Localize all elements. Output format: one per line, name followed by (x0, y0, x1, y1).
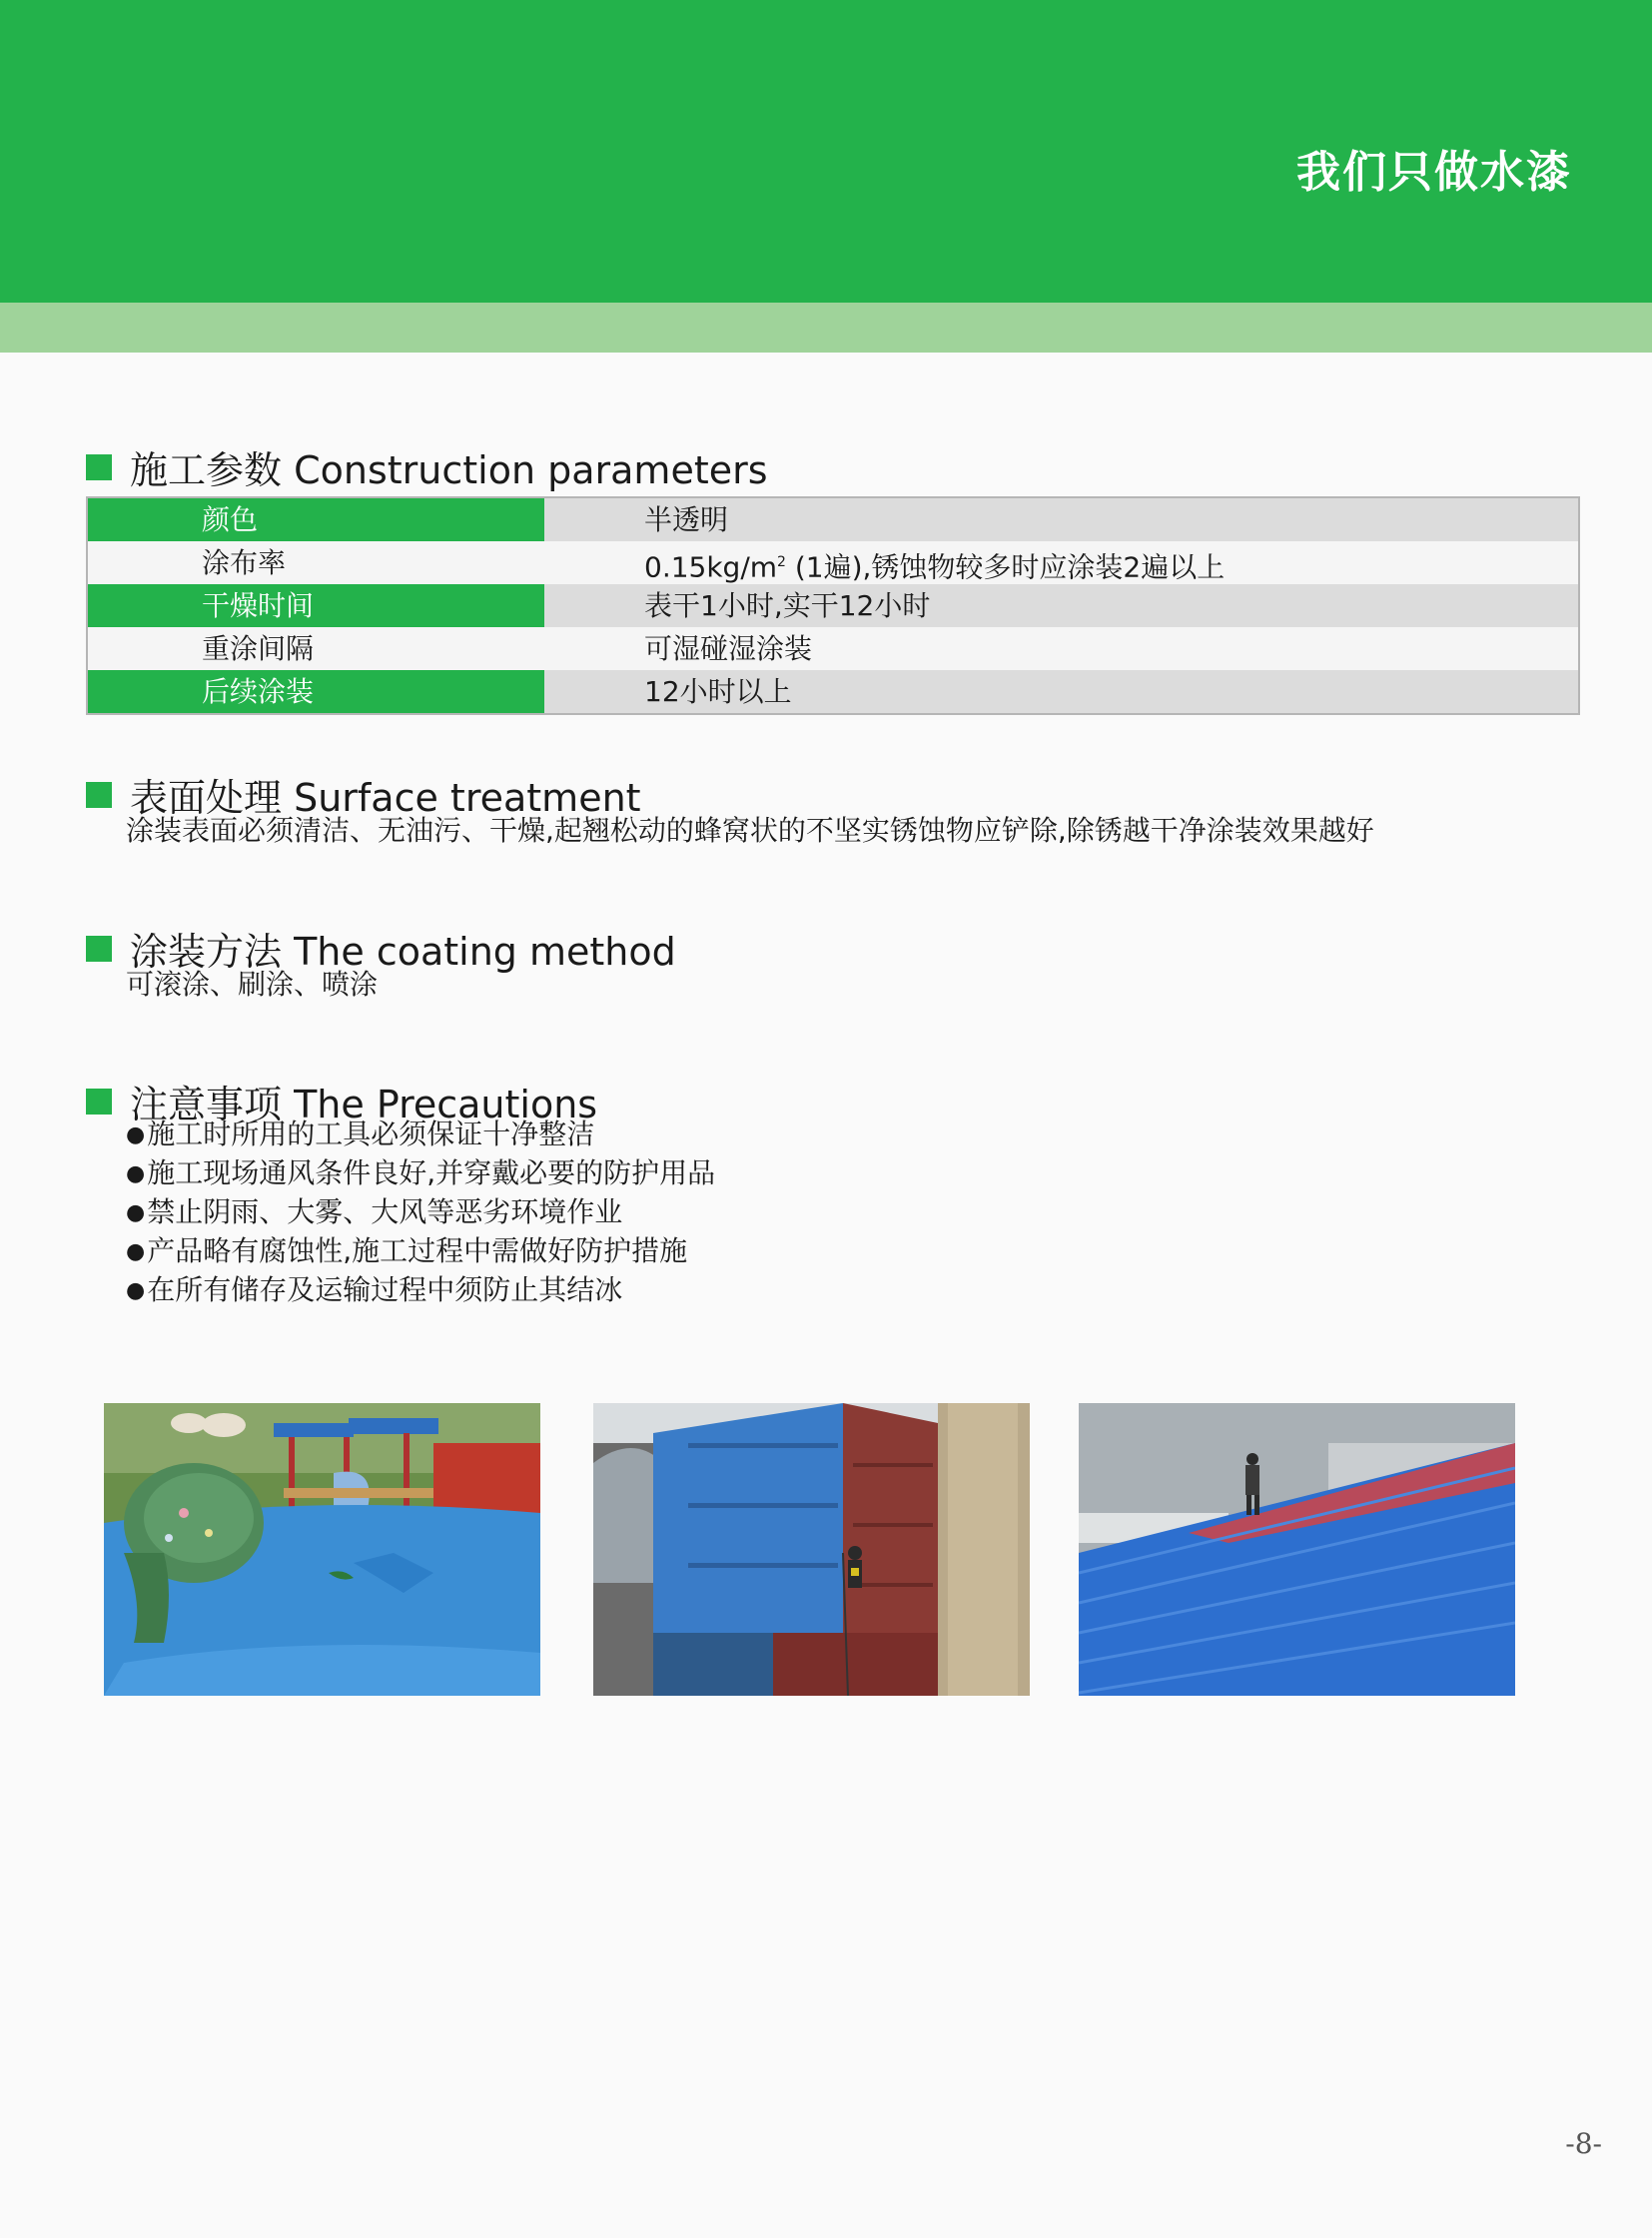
param-value: 表干1小时,实干12小时 (544, 584, 1578, 627)
roof-illustration (1079, 1403, 1515, 1696)
precautions-list (126, 1116, 715, 1310)
square-bullet-icon (86, 936, 112, 962)
playground-coating-photo (104, 1403, 540, 1696)
param-value: 半透明 (544, 498, 1578, 541)
param-label: 后续涂装 (88, 670, 544, 713)
list-item (126, 1154, 715, 1193)
square-bullet-icon (86, 1089, 112, 1115)
surface-treatment-text: 涂装表面必须清洁、无油污、干燥,起翘松动的蜂窝状的不坚实锈蚀物应铲除,除锈越干净涂装效果越好 (126, 814, 1374, 847)
list-item (126, 1116, 715, 1154)
list-item-text: 产品略有腐蚀性,施工过程中需做好防护措施 (147, 1234, 688, 1267)
table-row (88, 670, 1578, 713)
list-item-text: 施工现场通风条件良好,并穿戴必要的防护用品 (147, 1156, 716, 1189)
section-title: 涂装方法 The coating method (130, 930, 676, 974)
list-item-text: 在所有储存及运输过程中须防止其结冰 (147, 1273, 623, 1306)
param-value (544, 541, 1578, 584)
bullet-dot-icon: ● (126, 1200, 146, 1225)
bullet-dot-icon: ● (126, 1161, 146, 1186)
list-item-text: 禁止阴雨、大雾、大风等恶劣环境作业 (147, 1195, 623, 1228)
coating-method-text: 可滚涂、刷涂、喷涂 (126, 968, 379, 1001)
section-title: 表面处理 Surface treatment (130, 776, 641, 820)
bullet-dot-icon: ● (126, 1278, 146, 1303)
param-label: 重涂间隔 (88, 627, 544, 670)
list-item (126, 1271, 715, 1310)
square-bullet-icon (86, 454, 112, 480)
playground-illustration (104, 1403, 540, 1696)
roof-coating-photo (1079, 1403, 1515, 1696)
param-label: 颜色 (88, 498, 544, 541)
square-bullet-icon (86, 782, 112, 808)
table-row (88, 627, 1578, 670)
section-heading-construction-parameters (86, 439, 768, 494)
param-value-text: (1遍),锈蚀物较多时应涂装2遍以上 (785, 550, 1226, 584)
brand-slogan: 我们只做水漆 (1296, 147, 1572, 198)
header-sub-band (0, 303, 1652, 353)
list-item (126, 1193, 715, 1232)
table-row (88, 584, 1578, 627)
page-number: -8- (1565, 2127, 1602, 2160)
param-label: 涂布率 (88, 541, 544, 584)
param-value: 12小时以上 (544, 670, 1578, 713)
param-label: 干燥时间 (88, 584, 544, 627)
table-row (88, 541, 1578, 584)
table-row (88, 498, 1578, 541)
section-title: 注意事项 The Precautions (130, 1083, 598, 1126)
industrial-illustration (593, 1403, 1030, 1696)
superscript: 2 (777, 554, 786, 570)
list-item-text: 施工时所用的工具必须保证十净整洁 (147, 1118, 595, 1150)
list-item (126, 1232, 715, 1271)
param-value-text: 0.15kg/m (644, 550, 778, 584)
bullet-dot-icon: ● (126, 1239, 146, 1264)
industrial-structure-coating-photo (593, 1403, 1030, 1696)
construction-parameters-table (86, 496, 1580, 715)
section-title: 施工参数 Construction parameters (130, 448, 768, 492)
bullet-dot-icon: ● (126, 1122, 146, 1147)
param-value: 可湿碰湿涂装 (544, 627, 1578, 670)
